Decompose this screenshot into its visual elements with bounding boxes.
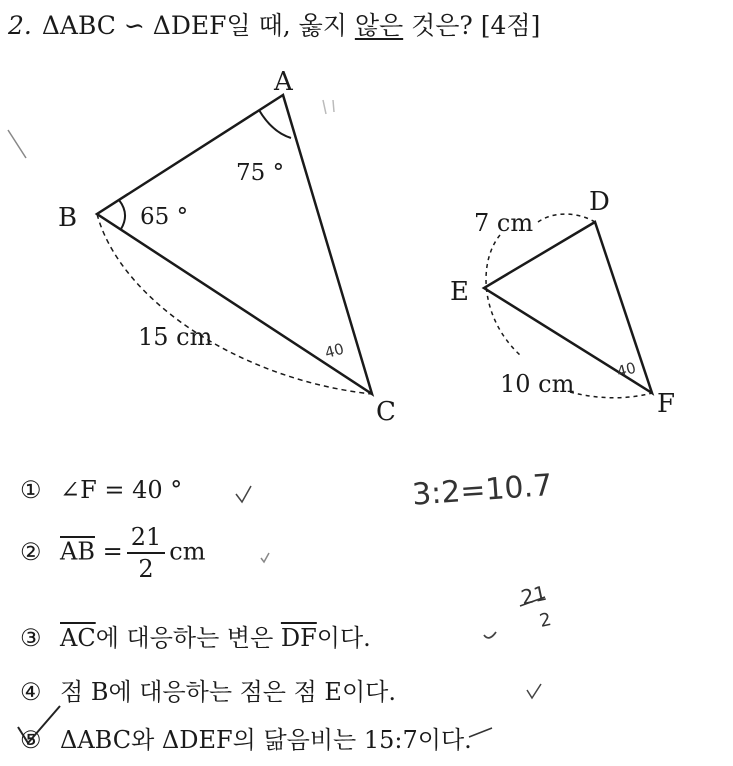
vertex-d-label: D bbox=[589, 187, 610, 217]
choice-4-number: ④ bbox=[20, 678, 42, 706]
choice-1[interactable] bbox=[20, 476, 182, 504]
choice-3-text-mid: 에 대응하는 변은 bbox=[95, 624, 281, 652]
choice-2-equals: = bbox=[102, 537, 123, 566]
angle-a-label: 75 ° bbox=[236, 160, 285, 186]
choice-2-denominator: 2 bbox=[138, 555, 154, 583]
choice-5[interactable] bbox=[20, 720, 472, 755]
pencil-stray-mark bbox=[8, 130, 26, 158]
angle-a-arc bbox=[259, 110, 291, 138]
check-mark-2 bbox=[261, 553, 269, 562]
vertex-c-label: C bbox=[376, 397, 396, 427]
handwritten-angle-f: 40 bbox=[614, 358, 638, 381]
choice-4-text: 점 B에 대응하는 점은 점 E이다. bbox=[60, 678, 396, 706]
side-de-label: 7 cm bbox=[474, 209, 534, 237]
handwritten-angle-c: 40 bbox=[322, 339, 346, 362]
question-number: 2. bbox=[8, 11, 32, 40]
side-ef-lower-dashed-arc bbox=[570, 392, 652, 398]
choice-5-text-before: ΔABC와 ΔDEF의 닮음비는 bbox=[60, 726, 364, 754]
choice-5-text-after: 이다. bbox=[417, 726, 472, 754]
angle-b-arc bbox=[119, 200, 125, 229]
question-text-after: 것은? [4점] bbox=[403, 11, 541, 40]
check-mark-4 bbox=[527, 684, 541, 698]
choice-1-text: ∠F = 40 ° bbox=[60, 476, 183, 504]
vertex-b-label: B bbox=[58, 203, 78, 233]
vertex-f-label: F bbox=[657, 389, 676, 419]
choice-3-segment-ac: $\overline{AC}$ bbox=[60, 624, 96, 652]
choice-3-segment-df: $\overline{DF}$ bbox=[280, 624, 317, 652]
question-text-before: ΔABC ∽ ΔDEF일 때, 옳지 bbox=[41, 11, 355, 40]
handwritten-fraction-bottom: 2 bbox=[537, 608, 554, 632]
handwritten-ratio-work: 3:2=10.7 bbox=[410, 468, 554, 513]
choice-2-segment: $\overline{AB}$ bbox=[60, 537, 95, 566]
choice-5-ratio: 15:7 bbox=[363, 726, 418, 754]
strike-through-ratio bbox=[469, 728, 492, 737]
choice-5-number: ⑤ bbox=[20, 726, 42, 754]
handwritten-fraction-top: 21 bbox=[518, 580, 549, 610]
choice-2-unit: cm bbox=[169, 537, 206, 566]
choice-3-number: ③ bbox=[20, 624, 42, 652]
side-bc-label: 15 cm bbox=[138, 323, 213, 351]
choice-2[interactable] bbox=[20, 522, 205, 584]
choice-3-text-end: 이다. bbox=[316, 624, 371, 652]
vertex-e-label: E bbox=[450, 277, 469, 307]
choice-2-number: ② bbox=[20, 537, 42, 566]
side-de-dashed-arc bbox=[538, 214, 595, 222]
choice-3[interactable] bbox=[20, 618, 371, 653]
question-underlined-word: 않은 bbox=[354, 11, 404, 40]
side-ef-label: 10 cm bbox=[500, 370, 575, 398]
choice-2-numerator: 21 bbox=[127, 522, 166, 554]
check-mark-3 bbox=[484, 632, 496, 638]
vertex-a-label: A bbox=[274, 67, 293, 97]
check-mark-1 bbox=[236, 486, 251, 502]
choice-1-number: ① bbox=[20, 476, 42, 504]
pencil-faint-mark bbox=[323, 100, 334, 114]
choice-2-fraction bbox=[127, 522, 166, 584]
side-ef-dashed-arc bbox=[486, 235, 520, 355]
choice-4[interactable] bbox=[20, 672, 396, 707]
angle-b-label: 65 ° bbox=[140, 204, 189, 230]
